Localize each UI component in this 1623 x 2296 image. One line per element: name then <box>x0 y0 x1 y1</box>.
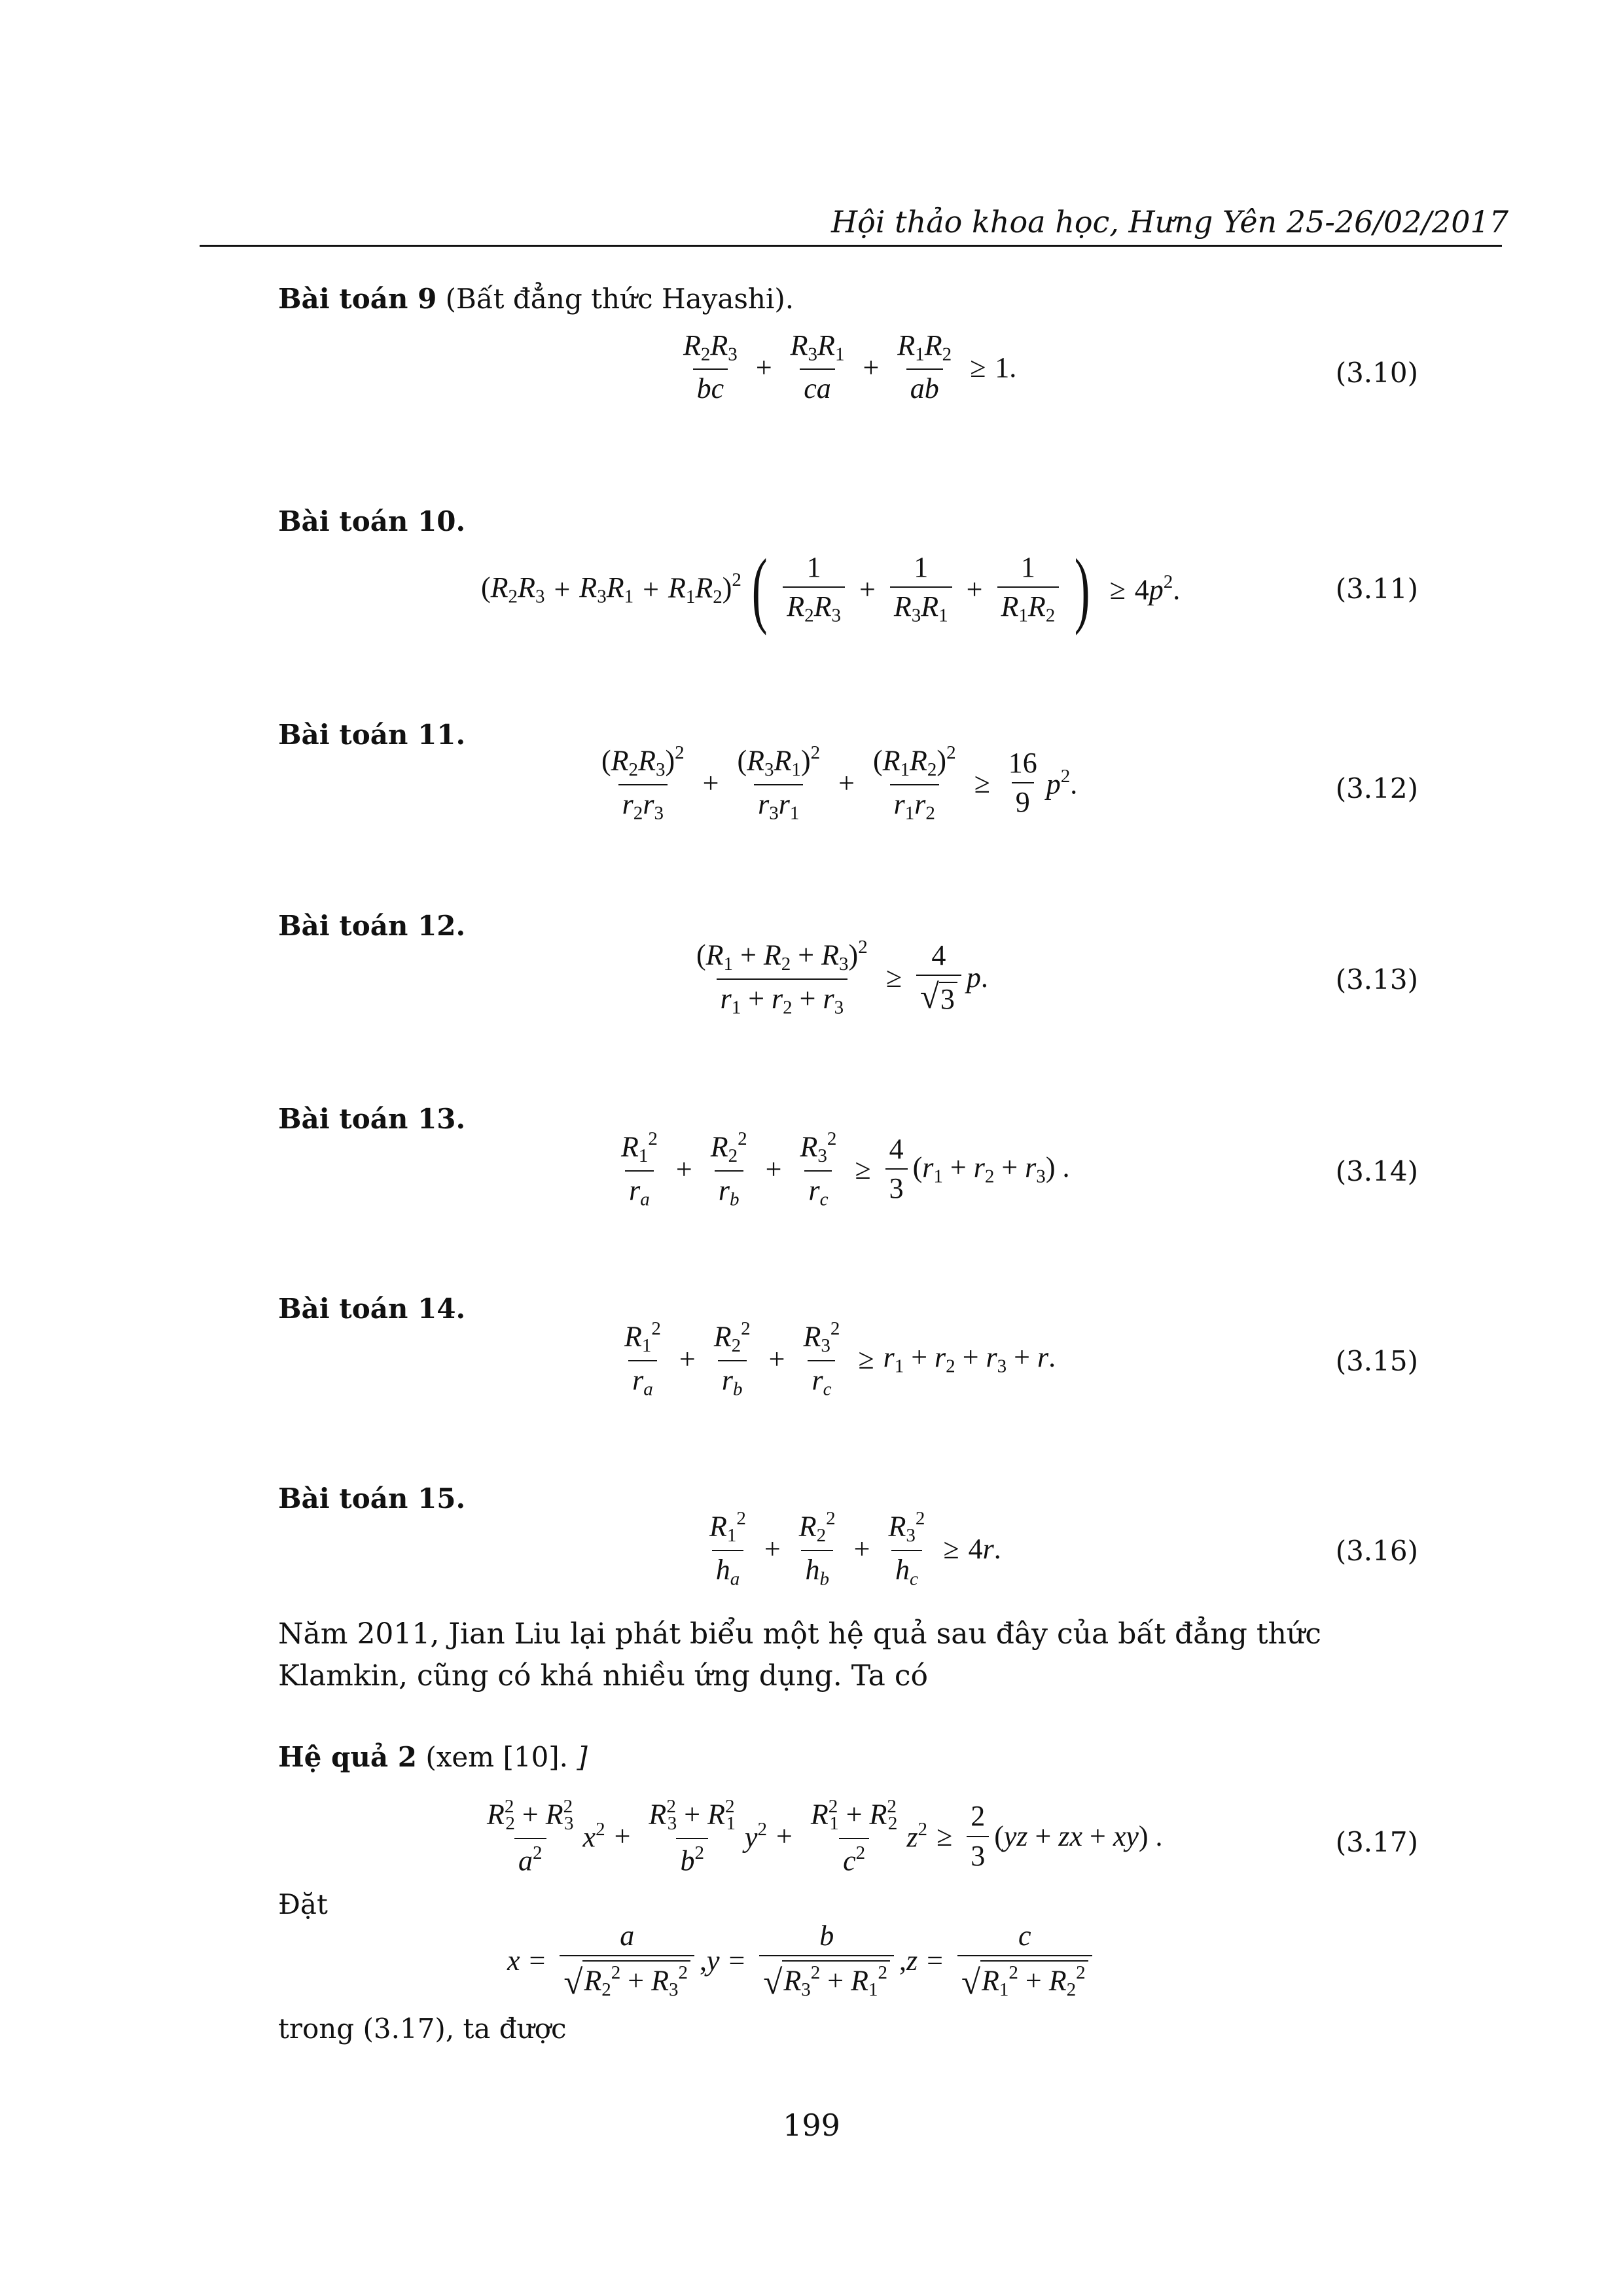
equation-3-11: ($R_2R_3$ + $R_3R_1$ + $R_1R_2)^2$ ( $\frac{1}{R_2R_3}$ + $\frac{1}{R_3R_1}$ + $\frac{1}{R_1R_2}$ ) ≥ $4p^2$. <box>481 542 1181 636</box>
problem-11-label: Bài toán 11. <box>278 719 466 751</box>
trong-text: trong (3.17), ta được <box>278 2013 567 2045</box>
dat-label: Đặt <box>278 1888 328 1920</box>
problem-10-label: Bài toán 10. <box>278 505 466 537</box>
problem-12-label: Bài toán 12. <box>278 910 466 942</box>
equation-3-13: $\frac{(R_1 + R_2 + R_3)^2}{r_1 + r_2 + r_3}$ ≥ 4 √ 3 p. <box>696 937 988 1018</box>
paragraph: Năm 2011, Jian Liu lại phát biểu một hệ quả sau đây của bất đẳng thức Klamkin, cũng có khá nhiều ứng dụng. Ta có <box>278 1617 1321 1693</box>
equation-3-14: $\frac{R_1^2}{r_a}$ + $\frac{R_2^2}{r_b}$ + $\frac{R_3^2}{r_c}$ ≥ $\frac{4}{3}$ $(r_1 + r_2 + r_3)$ . <box>621 1128 1070 1210</box>
equation-3-10: $\frac{R_2R_3}{bc}$ + $\frac{R_3R_1}{ca}$ + $\frac{R_1R_2}{ab}$ ≥ 1. <box>683 329 1017 405</box>
eqno-3-17: (3.17) <box>1335 1826 1418 1858</box>
eqno-3-13: (3.13) <box>1335 963 1418 996</box>
problem-13-label: Bài toán 13. <box>278 1103 466 1135</box>
eqno-3-10: (3.10) <box>1335 357 1418 389</box>
substitution-equation: x = a √ $R_2^2 + R_3^2$ , y = b √ $R_3^2 + R_1^2$ , z = c √ $R_1^2 + R_2^2$ <box>507 1921 1097 2000</box>
header-rule <box>200 245 1502 247</box>
problem-15-label: Bài toán 15. <box>278 1482 466 1515</box>
header-title: Hội thảo khoa học, Hưng Yên 25-26/02/2017 <box>830 204 1508 240</box>
problem-14-label: Bài toán 14. <box>278 1293 466 1325</box>
eqno-3-14: (3.14) <box>1335 1155 1418 1187</box>
eqno-3-12: (3.12) <box>1335 772 1418 804</box>
eqno-3-11: (3.11) <box>1335 573 1418 605</box>
problem-9-label: Bài toán 9 (Bất đẳng thức Hayashi). <box>278 283 794 315</box>
equation-3-15: $\frac{R_1^2}{r_a}$ + $\frac{R_2^2}{r_b}$ + $\frac{R_3^2}{r_c}$ ≥ $r_1 + r_2 + r_3 + r$. <box>624 1318 1056 1400</box>
equation-3-16: $\frac{R_1^2}{h_a}$ + $\frac{R_2^2}{h_b}$ + $\frac{R_3^2}{h_c}$ ≥ 4r. <box>709 1508 1001 1590</box>
eqno-3-16: (3.16) <box>1335 1535 1418 1567</box>
page-number: 199 <box>783 2108 840 2143</box>
corollary-label: Hệ quả 2 (xem [10]. ] <box>278 1741 588 1773</box>
equation-3-12: $\frac{(R_2R_3)^2}{r_2r_3}$ + $\frac{(R_3R_1)^2}{r_3r_1}$ + $\frac{(R_1R_2)^2}{r_1r_2}$ ≥ $\frac{16}{9}$ $p^2$. <box>601 742 1078 824</box>
equation-3-17: $\frac{R^2_2 + R^2_3}{a^2}$ $x^2$ + $\frac{R^2_3 + R^2_1}{b^2}$ $y^2$ + $\frac{R^2_1 + R^2_2}{c^2}$ $z^2$ ≥ $\frac{2}{3}$ (yz + zx + xy) . <box>487 1796 1163 1877</box>
eqno-3-15: (3.15) <box>1335 1345 1418 1377</box>
